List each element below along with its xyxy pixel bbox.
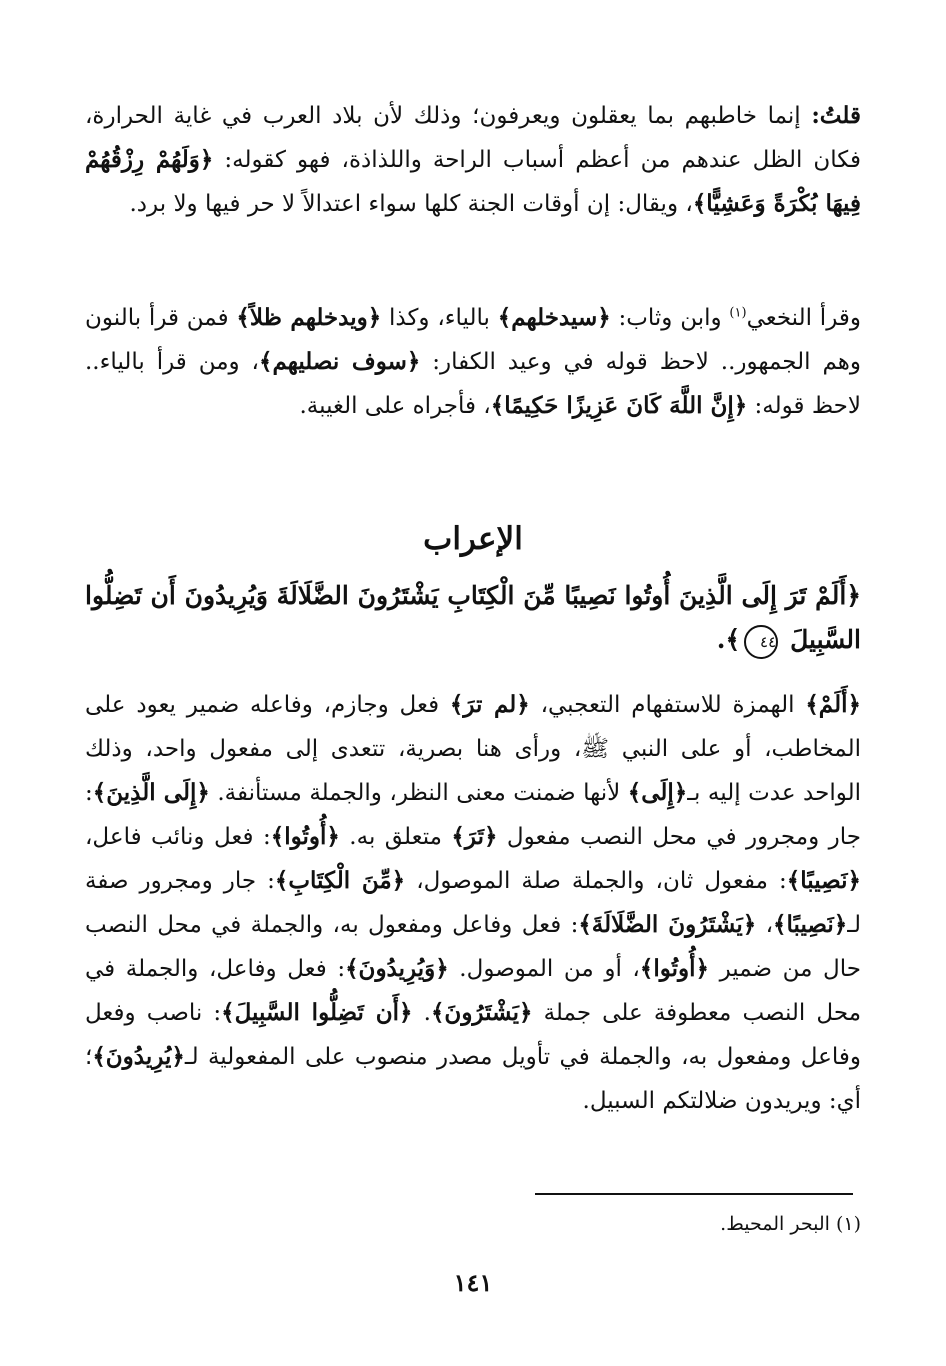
analysis-text: : فعل ونائب فاعل،	[85, 824, 271, 850]
analysis-text: : جار ومجرور صفة لـ	[85, 868, 861, 938]
analysis-text: لأنها ضمنت معنى النظر، والجملة مستأنفة.	[209, 780, 628, 806]
commentary-paragraph	[85, 94, 861, 226]
footnote	[85, 1209, 861, 1239]
quran-quote: ﴿سوف نصليهم﴾	[258, 348, 421, 375]
paragraph-text: إنما خاطبهم بما يعقلون ويعرفون؛ وذلك لأن بلاد العرب في غاية الحرارة، فكان الظل عندهم من أعظم أسباب الراحة واللذاذة، فهو كقوله:	[85, 103, 861, 173]
quran-term: ﴿نَصِيبًا﴾	[773, 911, 848, 938]
quran-term: ﴿يَشْتَرُونَ﴾	[430, 999, 533, 1026]
paragraph-text: فمن قرأ بالنون وهم الجمهور.. لاحظ قوله في وعيد الكفار:	[85, 305, 861, 375]
quran-term: ﴿يَشْتَرُونَ الضَّلَالَةَ﴾	[578, 911, 757, 938]
quran-verse	[85, 574, 861, 662]
analysis-text: : فعل وفاعل ومفعول به، والجملة في محل النصب حال من ضمير	[85, 912, 861, 982]
qultu-label: قلتُ:	[811, 102, 861, 129]
footnote-marker: (١)	[835, 1213, 861, 1235]
analysis-text: : فعل وفاعل، والجملة في محل النصب معطوفة على جملة	[85, 956, 862, 1026]
paragraph-text: وابن وثاب:	[610, 305, 730, 331]
analysis-text: ،	[756, 912, 774, 938]
quran-term: ﴿إِلَى﴾	[627, 779, 688, 806]
analysis-paragraph	[85, 683, 861, 1123]
paragraph-text: ، فأجراه على الغيبة.	[299, 393, 491, 419]
readings-paragraph	[85, 296, 861, 428]
verse-closing: ﴾.	[716, 625, 741, 654]
quran-term: ﴿أَن تَضِلُّوا السَّبِيلَ﴾	[221, 999, 413, 1026]
quran-quote: ﴿سيدخلهم﴾	[497, 304, 611, 331]
quran-term: ﴿إِلَى الَّذِينَ﴾	[92, 779, 210, 806]
footnote-reference: (١)	[729, 305, 747, 321]
quran-quote: ﴿ويدخلهم ظلاً﴾	[236, 304, 382, 331]
analysis-text: : مفعول ثان، والجملة صلة الموصول،	[405, 868, 787, 894]
quran-term: ﴿لم ترَ﴾	[449, 691, 530, 718]
analysis-text: ، أو من الموصول.	[448, 956, 640, 982]
quran-quote: ﴿إِنَّ اللَّهَ كَانَ عَزِيزًا حَكِيمًا﴾	[490, 392, 748, 419]
paragraph-text: وقرأ النخعي	[746, 305, 861, 331]
analysis-text: فعل وجازم، وفاعله ضمير يعود على المخاطب، أو على النبي ﷺ، ورأى هنا بصرية، تتعدى إلى مفعول واحد، وذلك الواحد عدت إليه بـ	[85, 692, 861, 806]
quran-term: ﴿أُوتُوا﴾	[270, 823, 340, 850]
section-heading: الإعراب	[423, 521, 523, 557]
quran-term: ﴿أَلَمْ﴾	[805, 691, 861, 718]
quran-term: ﴿وَيُرِيدُونَ﴾	[345, 955, 449, 982]
quran-quote: ﴿وَلَهُمْ رِزْقُهُمْ فِيهَا بُكْرَةً وَعَشِيًّا﴾	[85, 146, 861, 217]
footnote-text: البحر المحيط.	[720, 1213, 836, 1235]
paragraph-text: ، ومن قرأ بالياء.. لاحظ قوله:	[85, 349, 861, 419]
verse-text: ﴿أَلَمْ تَرَ إِلَى الَّذِينَ أُوتُوا نَصِيبًا مِّنَ الْكِتَابِ يَشْتَرُونَ الضَّلَالَةَ وَيُرِيدُونَ أَن تَضِلُّوا السَّبِيلَ	[85, 581, 861, 654]
analysis-text: : جار ومجرور في محل النصب مفعول	[85, 780, 861, 850]
quran-term: ﴿تَرَ﴾	[451, 823, 498, 850]
analysis-text: متعلق به.	[339, 824, 452, 850]
quran-term: ﴿أُوتُوا﴾	[639, 955, 709, 982]
analysis-text: ؛ أي: ويريدون ضلالتكم السبيل.	[85, 1044, 861, 1114]
page-number: ١٤١	[453, 1268, 493, 1297]
ayah-number-icon: ٤٤	[744, 625, 778, 659]
analysis-text: .	[412, 1000, 431, 1026]
paragraph-text: بالياء، وكذا	[381, 305, 498, 331]
quran-term: ﴿مِّنَ الْكِتَابِ﴾	[274, 867, 406, 894]
analysis-text: الهمزة للاستفهام التعجبي،	[529, 692, 806, 718]
quran-term: ﴿يُرِيدُونَ﴾	[92, 1043, 185, 1070]
quran-term: ﴿نَصِيبًا﴾	[786, 867, 861, 894]
footnote-divider	[535, 1193, 853, 1195]
paragraph-text: ، ويقال: إن أوقات الجنة كلها سواء اعتدالاً لا حر فيها ولا برد.	[129, 191, 693, 217]
analysis-text: : ناصب وفعل وفاعل ومفعول به، والجملة في تأويل مصدر منصوب على المفعولية لـ	[85, 1000, 861, 1070]
